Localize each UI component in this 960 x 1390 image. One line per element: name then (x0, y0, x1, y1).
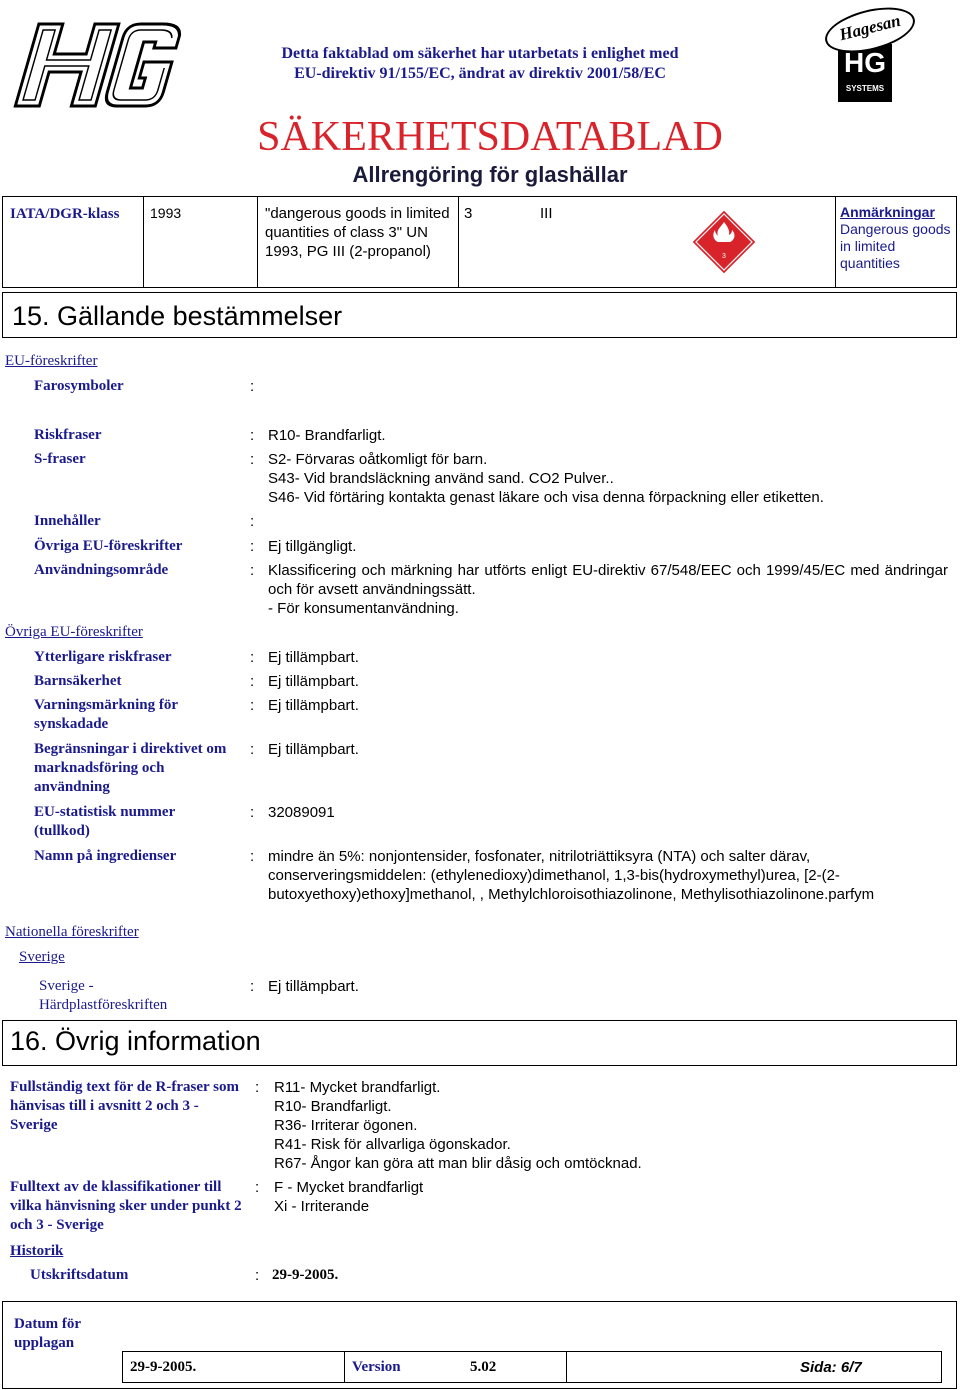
risk-phrases-label: Riskfraser (34, 427, 102, 443)
additional-risk-label: Ytterligare riskfraser (34, 649, 172, 665)
history-heading: Historik (10, 1243, 64, 1259)
notes-title: Anmärkningar (840, 204, 935, 220)
thermoset-regulation-value: Ej tillämpbart. (268, 978, 359, 995)
version-value: 5.02 (470, 1359, 497, 1375)
logo-right-badge: Hagesan (837, 10, 903, 45)
un-number: 1993 (150, 205, 182, 221)
notes-text: Dangerous goods in limited quantities (840, 221, 951, 271)
country-heading: Sverige (19, 949, 65, 965)
restrictions-value: Ej tillämpbart. (268, 741, 359, 758)
safety-phrases-value: S2- Förvaras oåtkomligt för barn. S43- Vid brandsläckning använd sand. CO2 Pulver.. S46- Vid förtäring kontakta genast läkare och visa denna förpackning eller etiketten. (268, 451, 824, 506)
notice-line-1: Detta faktablad om säkerhet har utarbetats i enlighet med (281, 45, 679, 62)
print-date-label: Utskriftsdatum (30, 1267, 129, 1283)
contains-label: Innehåller (34, 513, 101, 529)
tactile-warning-label: Varningsmärkning för synskadade (34, 697, 178, 732)
thermoset-regulation-label: Sverige - Härdplastföreskriften (39, 978, 168, 1013)
eu-regulations-heading: EU-föreskrifter (5, 353, 98, 369)
hg-systems-logo (808, 10, 936, 102)
hg-logo (8, 6, 193, 118)
version-label: Version (352, 1359, 401, 1375)
page-number: Sida: 6/7 (800, 1359, 862, 1376)
other-eu-value: Ej tillgängligt. (268, 538, 357, 555)
safety-phrases-label: S-fraser (34, 451, 86, 467)
notice-line-2: EU-direktiv 91/155/EC, ändrat av direktiv 2001/58/EC (294, 65, 666, 82)
print-date-value: 29-9-2005. (272, 1267, 339, 1283)
section15-title: 15. Gällande bestämmelser (12, 301, 343, 331)
logo-right-text: HG (844, 47, 886, 78)
product-name: Allrengöring för glashällar (352, 162, 628, 187)
risk-phrases-value: R10- Brandfarligt. (268, 427, 386, 444)
field-of-use-value: Klassificering och märkning har utförts enligt EU-direktiv 67/548/EEC och 1999/45/EC med ändringar och för avsett användningssätt. - För konsumentanvändning. (268, 562, 948, 617)
transport-table (2, 196, 957, 288)
revision-date-label: Datum för upplagan (14, 1316, 81, 1351)
tactile-warning-value: Ej tillämpbart. (268, 697, 359, 714)
child-safety-value: Ej tillämpbart. (268, 673, 359, 690)
shipping-name: "dangerous goods in limited quantities of class 3" UN 1993, PG III (2-propanol) (265, 205, 450, 260)
ingredients-value: mindre än 5%: nonjontensider, fosfonater, nitrilotriättiksyra (NTA) och salter därav, conserveringsmiddelen: (ethylenedioxy)dimethanol, 1,3-bis(hydroxymethyl)urea, [2-(2-butoxyethoxy)ethoxy]methanol, , Methylchloroisothiazolinone, Methylisothiazolinone.parfym (268, 848, 875, 903)
document-title: SÄKERHETSDATABLAD (257, 114, 723, 160)
field-of-use-label: Användningsområde (34, 562, 169, 578)
r-phrases-fulltext-label: Fullständig text för de R-fraser som hänvisas till i avsnitt 2 och 3 - Sverige (10, 1079, 239, 1133)
restrictions-label: Begränsningar i direktivet om marknadsföring och användning (34, 741, 227, 795)
revision-date-value: 29-9-2005. (130, 1359, 197, 1375)
logo-right-sub: SYSTEMS (845, 84, 885, 93)
other-eu-label: Övriga EU-föreskrifter (34, 538, 183, 554)
additional-risk-value: Ej tillämpbart. (268, 649, 359, 666)
child-safety-label: Barnsäkerhet (34, 673, 122, 689)
customs-code-label: EU-statistisk nummer (tullkod) (34, 804, 175, 839)
hazard-symbols-label: Farosymboler (34, 378, 124, 394)
national-regulations-heading: Nationella föreskrifter (5, 924, 139, 940)
transport-class: 3 (464, 205, 473, 222)
section16-title: 16. Övrig information (10, 1026, 261, 1056)
classification-fulltext-label: Fulltext av de klassifikationer till vilka hänvisning sker under punkt 2 och 3 - Sverige (10, 1179, 242, 1233)
customs-code-value: 32089091 (268, 804, 335, 821)
classification-fulltext-value: F - Mycket brandfarligt Xi - Irriterande (274, 1179, 424, 1215)
transport-mode: IATA/DGR-klass (10, 206, 120, 222)
hazard-label-number: 3 (722, 253, 726, 260)
logo-left-text (193, 6, 194, 7)
r-phrases-fulltext-value: R11- Mycket brandfarligt. R10- Brandfarligt. R36- Irriterar ögonen. R41- Risk för allvarliga ögonskador. R67- Ångor kan göra att man blir dåsig och omtöcknad. (274, 1079, 642, 1172)
flame-diamond-icon (690, 208, 758, 276)
packing-group: III (540, 205, 553, 222)
other-eu-heading: Övriga EU-föreskrifter (5, 624, 143, 640)
ingredients-label: Namn på ingredienser (34, 848, 177, 864)
